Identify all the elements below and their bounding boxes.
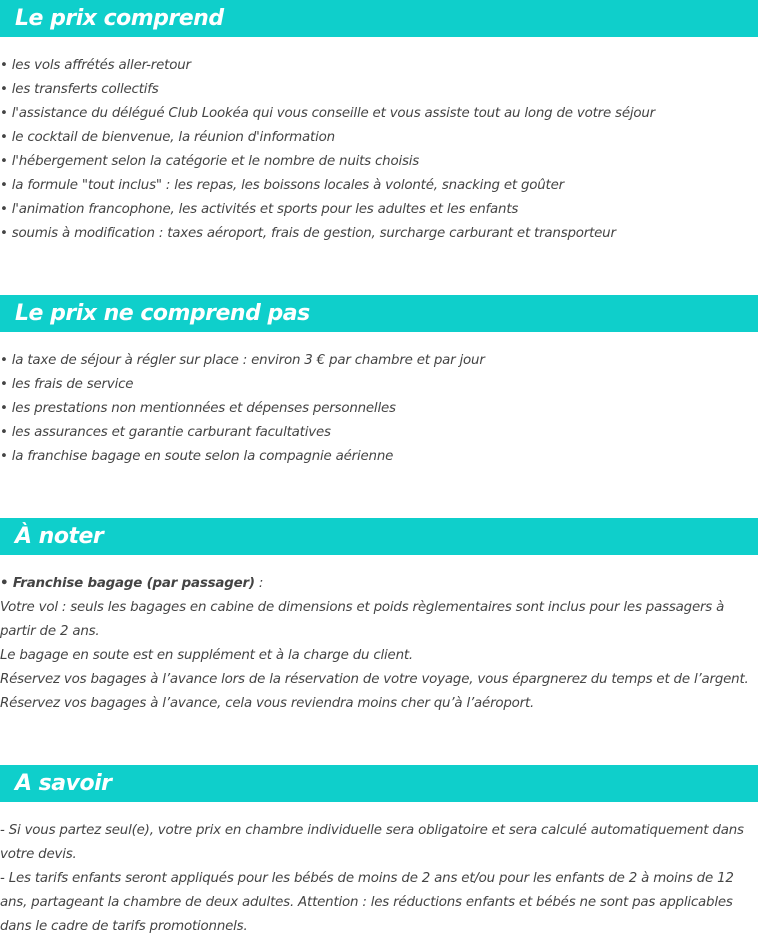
list-item: • les vols affrétés aller-retour [0, 58, 191, 73]
list-item: • les assurances et garantie carburant facultatives [0, 425, 331, 440]
list-item: • l'hébergement selon la catégorie et le nombre de nuits choisis [0, 154, 420, 169]
info-paragraph: - Les tarifs enfants seront appliqués pour les bébés de moins de 2 ans et/ou pour les enfants de 2 à moins de 12 ans, partageant la chambre de deux adultes. Attention : les réductions enfants et bébés ne sont pas applicables dans le cadre de tarifs promotionnels. [0, 871, 734, 934]
notes-lead-label: • Franchise bagage (par passager) [0, 576, 255, 591]
info-content [0, 819, 758, 939]
list-item: • soumis à modification : taxes aéroport, frais de gestion, surcharge carburant et transporteur [0, 226, 616, 241]
list-item: • le cocktail de bienvenue, la réunion d'information [0, 130, 335, 145]
section-header-includes [0, 0, 758, 37]
list-item: • les frais de service [0, 377, 134, 392]
list-item: • l'animation francophone, les activités et sports pour les adultes et les enfants [0, 202, 519, 217]
section-title-excludes: Le prix ne comprend pas [15, 301, 310, 326]
list-item: • les prestations non mentionnées et dépenses personnelles [0, 401, 396, 416]
list-item: • l'assistance du délégué Club Lookéa qui vous conseille et vous assiste tout au long de votre séjour [0, 106, 655, 121]
section-title-info: A savoir [15, 771, 112, 796]
notes-content [0, 572, 758, 716]
section-header-notes [0, 518, 758, 555]
notes-paragraph: Votre vol : seuls les bagages en cabine de dimensions et poids règlementaires sont inclus pour les passagers à partir de 2 ans. [0, 600, 725, 639]
section-header-excludes [0, 295, 758, 332]
excludes-list [0, 349, 758, 469]
info-paragraph: - Si vous partez seul(e), votre prix en chambre individuelle sera obligatoire et sera calculé automatiquement dans votre devis. [0, 823, 744, 862]
notes-paragraph: Le bagage en soute est en supplément et à la charge du client. [0, 648, 413, 663]
list-item: • la taxe de séjour à régler sur place : environ 3 € par chambre et par jour [0, 353, 485, 368]
list-item: • la formule "tout inclus" : les repas, les boissons locales à volonté, snacking et goûter [0, 178, 564, 193]
notes-paragraph: Réservez vos bagages à l’avance, cela vous reviendra moins cher qu’à l’aéroport. [0, 696, 535, 711]
list-item: • les transferts collectifs [0, 82, 159, 97]
section-header-info [0, 765, 758, 802]
section-title-includes: Le prix comprend [15, 6, 224, 31]
list-item: • la franchise bagage en soute selon la compagnie aérienne [0, 449, 394, 464]
includes-list [0, 54, 758, 246]
notes-lead [0, 572, 758, 596]
notes-lead-suffix: : [254, 576, 264, 591]
section-title-notes: À noter [15, 524, 104, 549]
notes-paragraph: Réservez vos bagages à l’avance lors de la réservation de votre voyage, vous épargnerez du temps et de l’argent. [0, 672, 749, 687]
